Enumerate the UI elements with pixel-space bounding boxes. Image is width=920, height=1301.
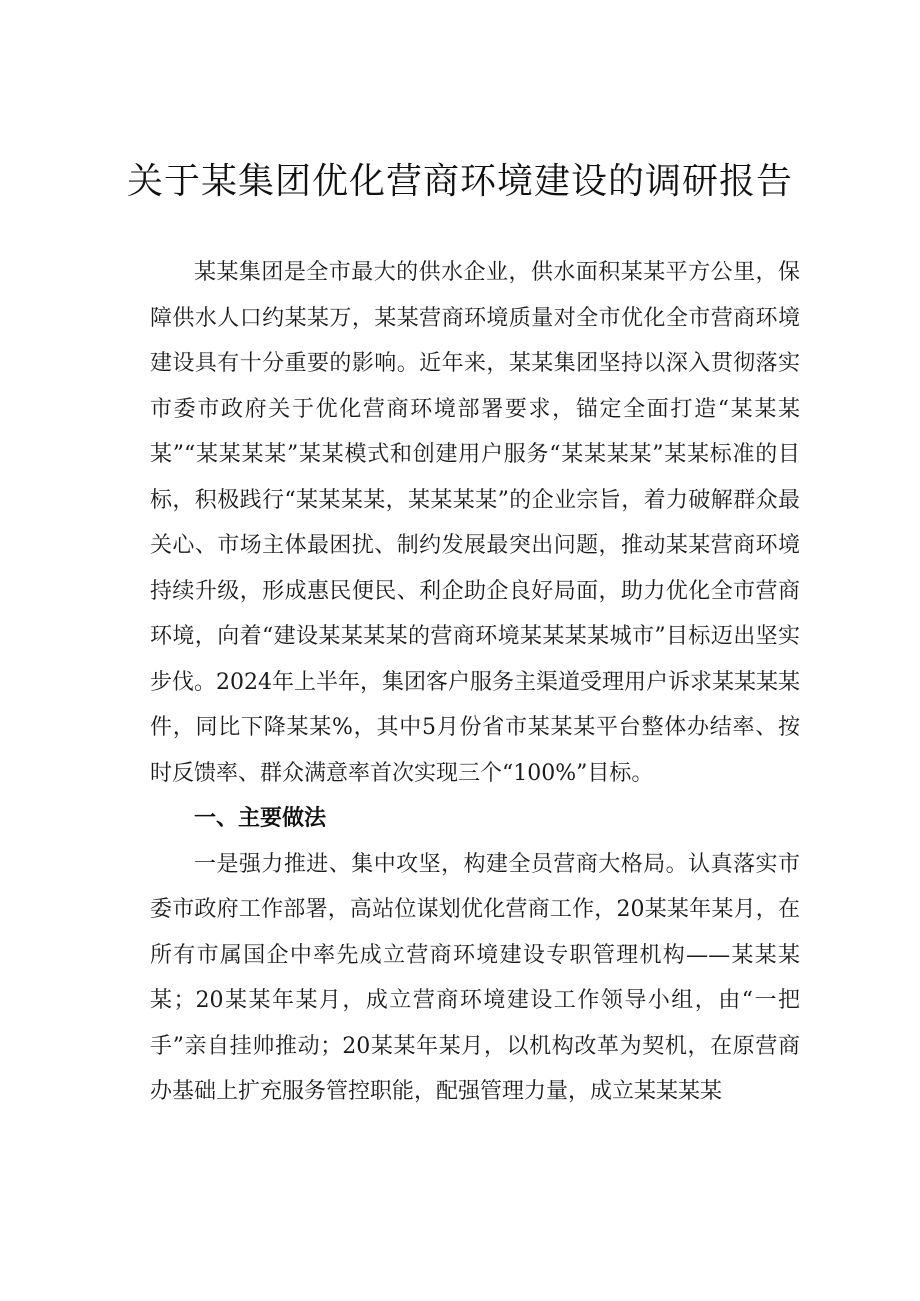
document-title: 关于某集团优化营商环境建设的调研报告 xyxy=(126,161,793,202)
section-paragraph: 一是强力推进、集中攻坚，构建全员营商大格局。认真落实市委市政府工作部署，高站位谋划优化营商工作，20某某年某月，在所有市属国企中率先成立营商环境建设专职管理机构——某某某某；20某某年某月，成立营商环境建设工作领导小组，由“一把手”亲自挂帅推动；20某某年某月，以机构改革为契机，在原营商办基础上扩充服务管控职能，配强管理力量，成立某某某某 xyxy=(150,851,800,1104)
document-body xyxy=(150,250,800,1115)
intro-paragraph: 某某集团是全市最大的供水企业，供水面积某某平方公里，保障供水人口约某某万，某某营商环境质量对全市优化全市营商环境建设具有十分重要的影响。近年来，某某集团坚持以深入贯彻落实市委市政府关于优化营商环境部署要求，锚定全面打造“某某某某”“某某某某”某某模式和创建用户服务“某某某某”某某标准的目标，积极践行“某某某某，某某某某”的企业宗旨，着力破解群众最关心、市场主体最困扰、制约发展最突出问题，推动某某营商环境持续升级，形成惠民便民、利企助企良好局面，助力优化全市营商环境，向着“建设某某某某的营商环境某某某某城市”目标迈出坚实步伐。2024年上半年，集团客户服务主渠道受理用户诉求某某某某件，同比下降某某%，其中5月份省市某某某平台整体办结率、按时反馈率、群众满意率首次实现三个“100%”目标。 xyxy=(150,260,800,786)
section-heading: 一、主要做法 xyxy=(194,806,327,831)
